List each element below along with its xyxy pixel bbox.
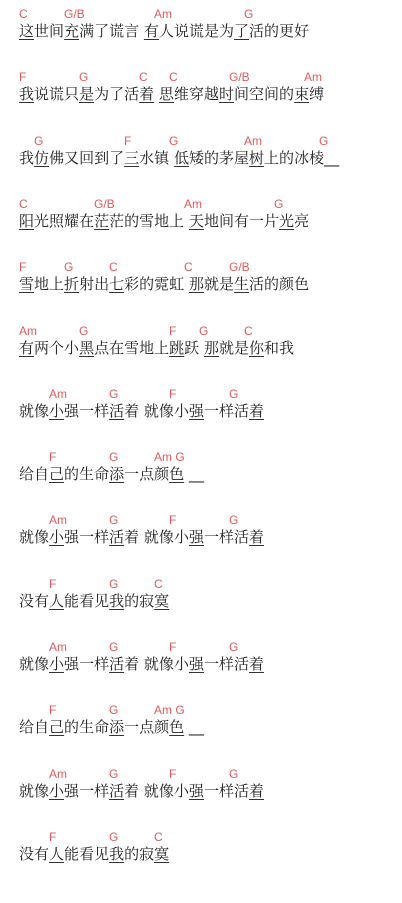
chord-label: F [49, 829, 57, 844]
chord-label: Am [49, 513, 67, 528]
chord-label: G/B [229, 260, 250, 275]
chord-label: G [274, 196, 284, 211]
chord-label: C [244, 323, 253, 338]
lyric-line [19, 767, 399, 807]
chord-label: G [109, 703, 119, 718]
chord-label: Am [154, 7, 172, 21]
chord-label: G [229, 386, 239, 401]
lyric-line [19, 197, 399, 237]
chord-label: G [244, 7, 254, 21]
chord-label: G/B [94, 196, 115, 211]
lyric-text: 阳光照耀在茫茫的雪地上 天地间有一片光亮 [19, 211, 310, 230]
chord-label: G/B [64, 7, 85, 21]
lyric-line [19, 450, 399, 490]
lyric-line [19, 830, 399, 870]
chord-label: G [109, 829, 119, 844]
lyric-text: 我仿佛又回到了三水镇 低矮的茅屋树上的冰棱__ [19, 148, 340, 167]
lyric-text: 就像小强一样活着 就像小强一样活着 [19, 528, 265, 547]
lyric-line [19, 7, 399, 47]
chord-label: G/B [229, 70, 250, 85]
chord-label: C [109, 260, 118, 275]
chord-label: Am [49, 766, 67, 781]
lyric-text: 我说谎只是为了活着 思维穿越时间空间的束缚 [19, 85, 325, 104]
chord-label: C [154, 576, 163, 591]
chord-label: G [34, 133, 44, 148]
chord-label: Am [49, 640, 67, 654]
chord-label: G [109, 386, 119, 401]
chord-label: G [319, 133, 329, 148]
lyric-text: 就像小强一样活着 就像小强一样活着 [19, 401, 265, 420]
chord-label: G [199, 323, 209, 338]
chord-label: G [79, 70, 89, 85]
chord-label: G [229, 766, 239, 781]
lyric-line [19, 387, 399, 427]
chord-label: G [109, 450, 119, 465]
lyric-text: 给自己的生命添一点颜色 __ [19, 465, 204, 484]
chord-label: C [19, 7, 28, 21]
chord-label: C [139, 70, 148, 85]
chord-label: C [169, 70, 178, 85]
chord-label: F [19, 260, 27, 275]
chord-label: G [229, 640, 239, 654]
chord-label: F [169, 513, 177, 528]
lyric-line [19, 134, 399, 174]
chord-label: C [184, 260, 193, 275]
chord-label: F [49, 450, 57, 465]
chord-label: C [154, 829, 163, 844]
chord-label: G [109, 640, 119, 654]
chord-label: Am [184, 196, 202, 211]
chord-label: G [79, 323, 89, 338]
lyric-text: 没有人能看见我的寂寞 [19, 844, 170, 863]
chord-label: F [49, 576, 57, 591]
chord-label: F [49, 703, 57, 718]
lyric-line [19, 260, 399, 300]
lyric-text: 这世间充满了谎言 有人说谎是为了活的更好 [19, 22, 310, 40]
chord-label: F [169, 766, 177, 781]
chord-label: Am [49, 386, 67, 401]
chord-label: G [64, 260, 74, 275]
chord-label: Am [304, 70, 322, 85]
chord-label: F [19, 70, 27, 85]
lyric-text: 就像小强一样活着 就像小强一样活着 [19, 655, 265, 673]
chord-label: G [169, 133, 179, 148]
chord-label: F [169, 640, 177, 654]
chord-label: Am [244, 133, 262, 148]
lyric-text: 有两个小黑点在雪地上跳跃 那就是你和我 [19, 338, 295, 357]
lyric-line [19, 640, 399, 680]
lyric-line [19, 703, 399, 743]
chord-label: G [109, 766, 119, 781]
chord-label: F [169, 323, 177, 338]
lyric-text: 给自己的生命添一点颜色 __ [19, 718, 204, 737]
chord-label: Am G [154, 703, 185, 718]
lyric-text: 雪地上折射出七彩的霓虹 那就是生活的颜色 [19, 275, 310, 294]
chord-label: F [169, 386, 177, 401]
lyric-text: 就像小强一样活着 就像小强一样活着 [19, 781, 265, 800]
chord-label: C [19, 196, 28, 211]
lyric-text: 没有人能看见我的寂寞 [19, 591, 170, 610]
chord-label: G [109, 576, 119, 591]
lyric-line [19, 70, 399, 110]
chord-label: F [124, 133, 132, 148]
chord-label: Am G [154, 450, 185, 465]
chord-label: G [229, 513, 239, 528]
chord-label: Am [19, 323, 37, 338]
lyric-line [19, 513, 399, 553]
lyric-line [19, 577, 399, 617]
lyric-line [19, 324, 399, 364]
chord-label: G [109, 513, 119, 528]
